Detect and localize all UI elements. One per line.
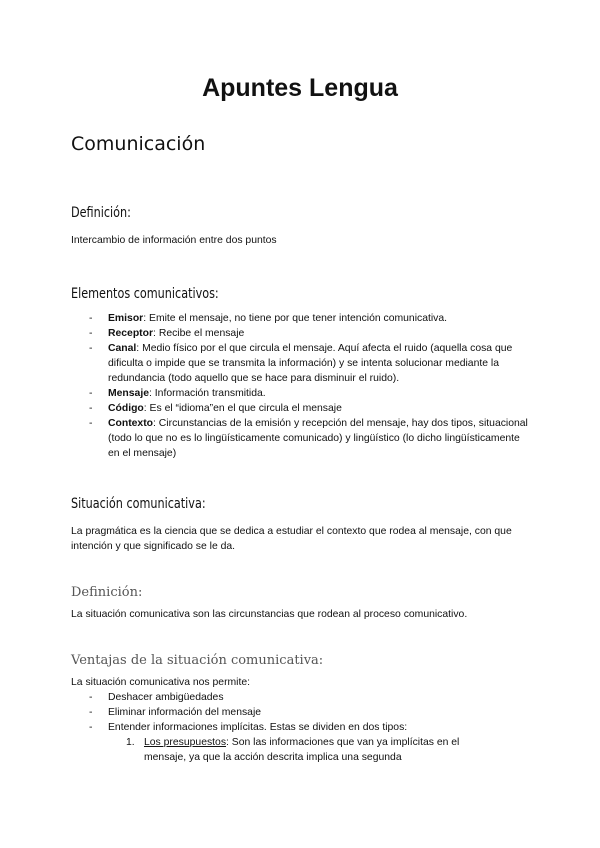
list-item: - Contexto: Circunstancias de la emisión y recepción del mensaje, hay dos tipos, situacional (todo lo que no es lo lingüísticamente comunicado) y lingüístico (lo dicho lingüísticamente en el mensaje) xyxy=(89,418,528,459)
list-item: - Receptor: Recibe el mensaje xyxy=(89,328,245,339)
dash-bullet: - xyxy=(89,313,93,324)
situacion-text: La pragmática es la ciencia que se dedica a estudiar el contexto que rodea al mensaje, con que intención y que significado se le da. xyxy=(71,526,512,552)
heading-definicion: Definición: xyxy=(71,205,131,221)
document-title: Apuntes Lengua xyxy=(202,74,398,102)
list-item: - Eliminar información del mensaje xyxy=(89,707,262,718)
ventajas-list xyxy=(71,690,531,765)
dash-bullet: - xyxy=(89,328,93,339)
list-item: - Mensaje: Información transmitida. xyxy=(89,388,266,399)
heading-ventajas: Ventajas de la situación comunicativa: xyxy=(71,653,324,668)
list-item: - Deshacer ambigüedades xyxy=(89,692,224,703)
definicion-text: Intercambio de información entre dos puntos xyxy=(71,235,277,246)
dash-bullet: - xyxy=(89,722,93,733)
ventajas-intro: La situación comunicativa nos permite: xyxy=(71,677,251,688)
dash-bullet: - xyxy=(89,418,93,429)
list-item: - Código: Es el “idioma”en el que circula el mensaje xyxy=(89,403,342,414)
dash-bullet: - xyxy=(89,388,93,399)
heading-definicion-situacion: Definición: xyxy=(71,585,143,600)
dash-bullet: - xyxy=(89,403,93,414)
list-item: - Entender informaciones implícitas. Estas se dividen en dos tipos: 1. Los presupuestos: Son las informaciones que van ya implícitas en el mensaje, ya que la acción descrita implica una segunda xyxy=(71,720,531,765)
elementos-list xyxy=(71,311,531,461)
section-heading-comunicacion: Comunicación xyxy=(71,133,206,155)
definicion-situacion-text: La situación comunicativa son las circunstancias que rodean al proceso comunicativo. xyxy=(71,609,468,620)
list-item: - Emisor: Emite el mensaje, no tiene por que tener intención comunicativa. xyxy=(89,313,448,324)
heading-situacion-comunicativa: Situación comunicativa: xyxy=(71,496,206,512)
implicitas-sublist xyxy=(108,735,486,765)
dash-bullet: - xyxy=(89,707,93,718)
list-item: 1. Los presupuestos: Son las informaciones que van ya implícitas en el mensaje, ya que la acción descrita implica una segunda xyxy=(126,737,460,763)
dash-bullet: - xyxy=(89,692,93,703)
list-item: - Canal: Medio físico por el que circula el mensaje. Aquí afecta el ruido (aquella cosa que dificulta o impide que se transmita la información) y se intenta solucionar mediante la redundancia (todo aquello que se hace para disminuir el ruido). xyxy=(89,343,513,384)
heading-elementos-comunicativos: Elementos comunicativos: xyxy=(71,286,219,302)
dash-bullet: - xyxy=(89,343,93,354)
